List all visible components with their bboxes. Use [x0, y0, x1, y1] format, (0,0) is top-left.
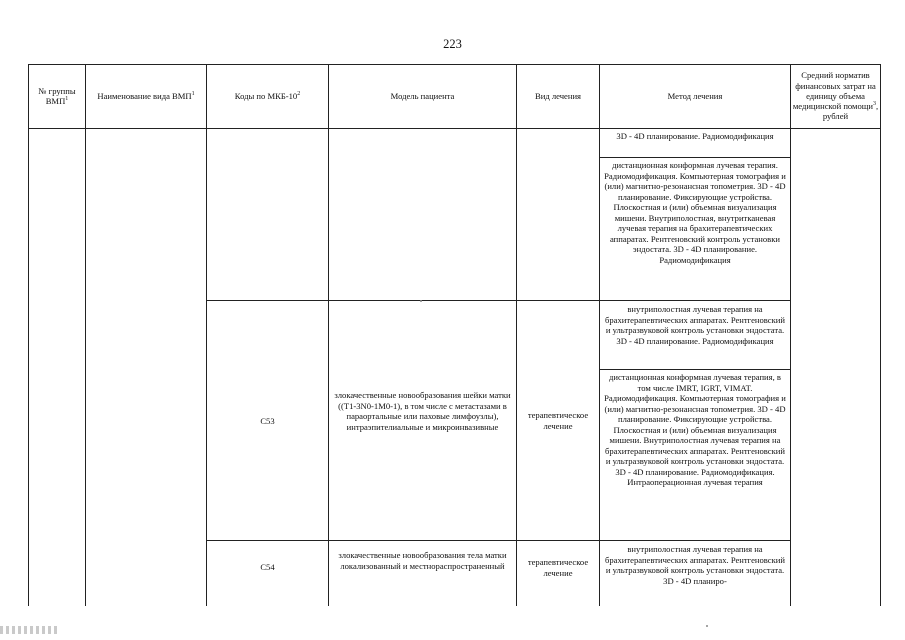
grid-line: [599, 157, 790, 158]
header-patient-model: Модель пациента: [390, 90, 455, 101]
scan-artifact: [0, 626, 60, 634]
scan-speck: [706, 625, 708, 627]
header-group-no: № группы ВМП$^1$: [38, 85, 76, 106]
header-treatment-type: Вид лечения: [534, 90, 582, 101]
grid-line: [206, 540, 790, 541]
treatment-type-c53: терапевтическое лечение: [527, 410, 589, 431]
grid-line: [599, 369, 790, 370]
method-cell: дистанционная конформная лучевая терапия, в том числе IMRT, IGRT, VIMAT. Радиомодификация. Компьютерная томография и (или) магнитно-резонансная топометрия. 3D - 4D планирование. Фиксирующие устройства. Плоскостная и (или) объемная визуализация мишени. Внутриполостная лучевая терапия на брахитерапевтических аппаратах. Рентгеновский и ультразвуковой контроль установки эндостата. 3D - 4D планирование. Радиомодификация. Интраоперационная лучевая терапия: [604, 372, 786, 487]
header-mkb-codes: Коды по МКБ-$10^2$: [234, 90, 301, 101]
grid-line: [206, 300, 790, 301]
grid-line: [880, 64, 881, 606]
header-treatment-method: Метод лечения: [667, 90, 723, 101]
method-cell: внутриполостная лучевая терапия на брахитерапевтических аппаратах. Рентгеновский и ультразвуковой контроль установки эндостата. 3D - 4D планирование. Радиомодификация: [605, 304, 785, 346]
mkb-code-c54: C54: [260, 562, 275, 572]
grid-line: [28, 128, 881, 129]
patient-model-c54: злокачественные новообразования тела матки локализованный и местнораспространенный: [338, 550, 507, 571]
treatment-type-c54: терапевтическое лечение: [527, 557, 589, 578]
page-number: 223: [443, 37, 462, 51]
grid-line: [516, 64, 517, 606]
header-vmp-name: Наименование вида ВМП$^1$: [97, 90, 195, 101]
grid-line: [206, 64, 207, 606]
method-cell: 3D - 4D планирование. Радиомодификация: [616, 131, 774, 141]
grid-line: [328, 64, 329, 606]
mkb-code-c53: C53: [260, 416, 275, 426]
scan-speck: [420, 300, 422, 302]
grid-line: [85, 64, 86, 606]
method-cell: внутриполостная лучевая терапия на брахитерапевтических аппаратах. Рентгеновский и ультразвуковой контроль установки эндостата. 3D - 4D планиро-: [605, 544, 785, 586]
patient-model-c53: злокачественные новообразования шейки матки ((T1-3N0-1M0-1), в том числе с метастазами в параортальные или паховые лимфоузлы), интраэпителиальные и микроинвазивные: [334, 390, 511, 432]
grid-line: [28, 64, 29, 606]
grid-line: [599, 64, 600, 606]
method-cell: дистанционная конформная лучевая терапия. Радиомодификация. Компьютерная томография и (или) магнитно-резонансная топометрия. 3D - 4D планирование. Фиксирующие устройства. Плоскостная и (или) объемная визуализация мишени. Внутриполостная, внутритканевая лучевая терапия на брахитерапевтических аппаратах. Рентгеновский контроль установки эндостата. 3D - 4D планирование. Радиомодификация: [604, 160, 786, 265]
header-avg-cost: Средний норматив финансовых затрат на единицу объема медицинской помощи$^3$, рублей: [792, 70, 879, 122]
grid-line: [790, 64, 791, 606]
